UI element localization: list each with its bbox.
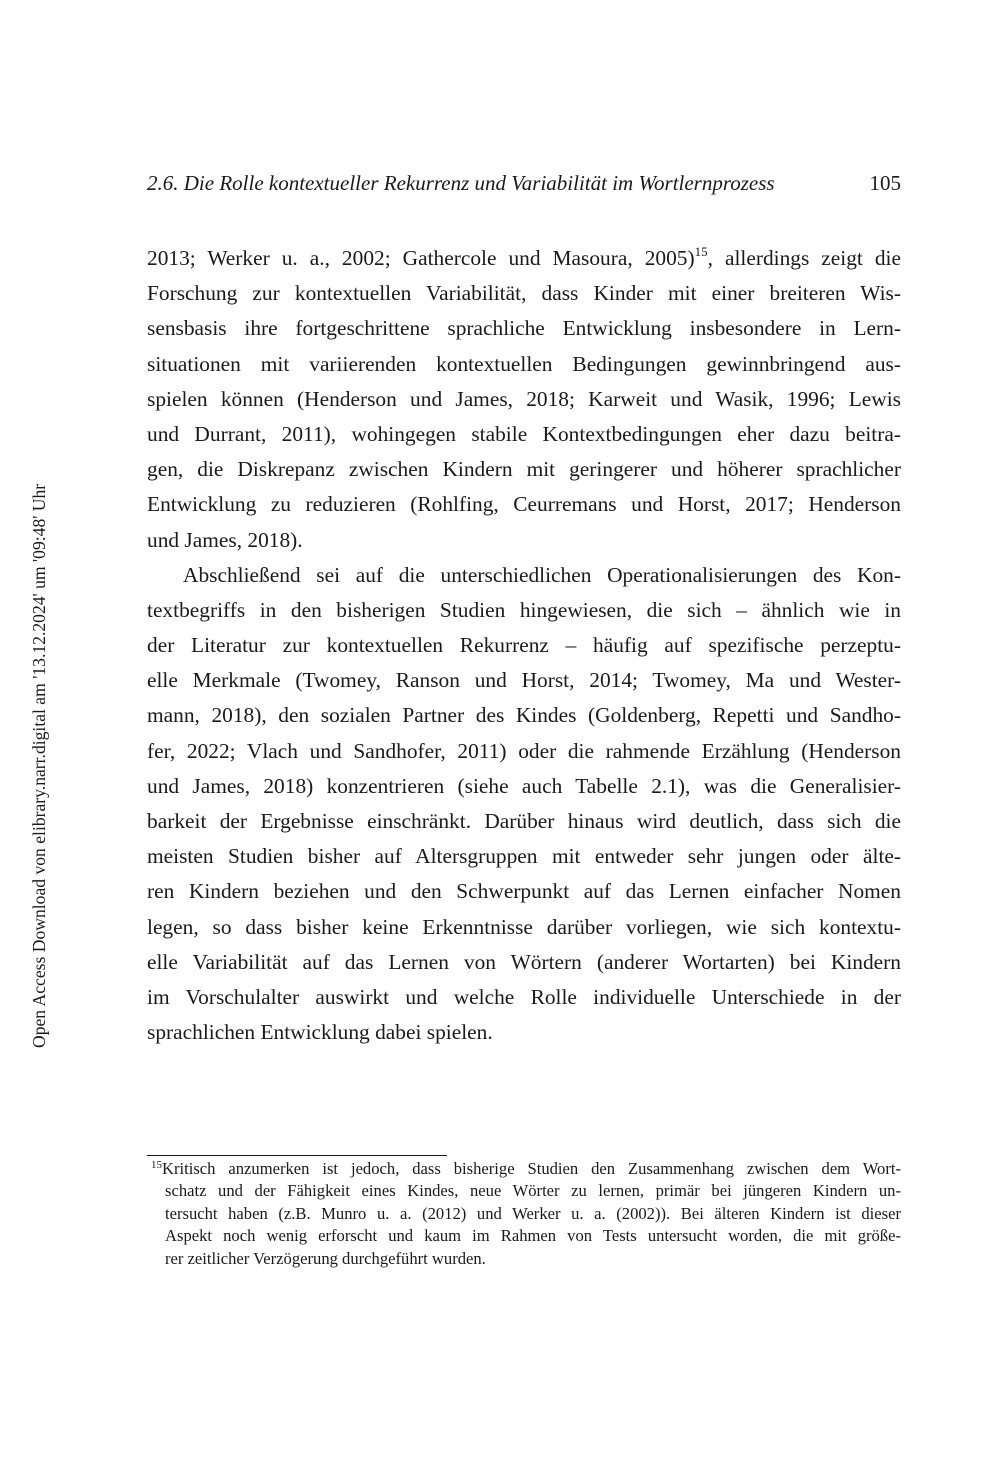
section-title: 2.6. Die Rolle kontextueller Rekurrenz und Variabilität im Wortlernprozess bbox=[147, 171, 775, 195]
text-line: elle Merkmale (Twomey, Ranson und Horst, 2014; Twomey, Ma und Wester- bbox=[147, 668, 901, 693]
text-line: und James, 2018). bbox=[147, 527, 303, 552]
page-number: 105 bbox=[869, 171, 901, 195]
footnote-reference[interactable]: 15 bbox=[694, 244, 708, 259]
body-text bbox=[147, 241, 901, 1050]
footnote-divider bbox=[147, 1155, 447, 1156]
text-line: im Vorschulalter auswirkt und welche Rolle individuelle Unterschiede in der bbox=[147, 984, 901, 1009]
text-line: meisten Studien bisher auf Altersgruppen mit entweder sehr jungen oder älte- bbox=[147, 844, 901, 869]
text-line: mann, 2018), den sozialen Partner des Kindes (Goldenberg, Repetti und Sandho- bbox=[147, 703, 901, 728]
running-head bbox=[147, 168, 901, 198]
footnote-line bbox=[147, 1158, 901, 1180]
text-line: situationen mit variierenden kontextuellen Bedingungen gewinnbringend aus- bbox=[147, 351, 901, 376]
text-line: textbegriffs in den bisherigen Studien hingewiesen, die sich – ähnlich wie in bbox=[147, 597, 901, 622]
footnote-mark: 15 bbox=[151, 1159, 162, 1171]
text-line: und James, 2018) konzentrieren (siehe auch Tabelle 2.1), was die Generalisier- bbox=[147, 773, 901, 798]
text-line: der Literatur zur kontextuellen Rekurrenz – häufig auf spezifische perzeptu- bbox=[147, 633, 901, 658]
text-line: fer, 2022; Vlach und Sandhofer, 2011) oder die rahmende Erzählung (Henderson bbox=[147, 738, 901, 763]
text-line: barkeit der Ergebnisse einschränkt. Darüber hinaus wird deutlich, dass sich die bbox=[147, 809, 901, 833]
text-segment: Kritisch anzumerken ist jedoch, dass bisherige Studien den Zusammenhang zwischen dem Wort- bbox=[162, 1159, 901, 1178]
text-line: Abschließend sei auf die unterschiedlichen Operationalisierungen des Kon- bbox=[183, 562, 901, 587]
text-line bbox=[147, 241, 901, 276]
text-line: sprachlichen Entwicklung dabei spielen. bbox=[147, 1020, 493, 1045]
text-line: und Durrant, 2011), wohingegen stabile Kontextbedingungen eher dazu beitra- bbox=[147, 421, 901, 446]
footnote-line: Aspekt noch wenig erforscht und kaum im Rahmen von Tests untersucht worden, die mit größe- bbox=[165, 1226, 901, 1246]
download-watermark: Open Access Download von elibrary.narr.digital am '13.12.2024' um '09:48' Uhr bbox=[29, 483, 49, 1048]
text-line: Forschung zur kontextuellen Variabilität, dass Kinder mit einer breiteren Wis- bbox=[147, 281, 901, 306]
footnote-line: schatz und der Fähigkeit eines Kindes, neue Wörter zu lernen, primär bei jüngeren Kindern un- bbox=[165, 1181, 901, 1201]
paragraph-2 bbox=[147, 558, 901, 1051]
text-line: elle Variabilität auf das Lernen von Wörtern (anderer Wortarten) bei Kindern bbox=[147, 949, 901, 974]
text-line: Entwicklung zu reduzieren (Rohlfing, Ceurremans und Horst, 2017; Henderson bbox=[147, 492, 901, 517]
text-segment: 2013; Werker u. a., 2002; Gathercole und Masoura, 2005) bbox=[147, 246, 695, 270]
footnote-15 bbox=[147, 1158, 901, 1270]
footnote-line: rer zeitlicher Verzögerung durchgeführt wurden. bbox=[165, 1248, 486, 1268]
text-line: gen, die Diskrepanz zwischen Kindern mit geringerer und höherer sprachlicher bbox=[147, 457, 901, 482]
text-line: spielen können (Henderson und James, 2018; Karweit und Wasik, 1996; Lewis bbox=[147, 386, 901, 411]
paragraph-1 bbox=[147, 241, 901, 558]
text-segment: , allerdings zeigt die bbox=[707, 246, 901, 270]
text-line: legen, so dass bisher keine Erkenntnisse darüber vorliegen, wie sich kontextu- bbox=[147, 914, 901, 939]
footnote-line: tersucht haben (z.B. Munro u. a. (2012) und Werker u. a. (2002)). Bei älteren Kindern ist dieser bbox=[165, 1203, 901, 1223]
text-line: sensbasis ihre fortgeschrittene sprachliche Entwicklung insbesondere in Lern- bbox=[147, 316, 901, 341]
text-line: ren Kindern beziehen und den Schwerpunkt auf das Lernen einfacher Nomen bbox=[147, 879, 901, 904]
